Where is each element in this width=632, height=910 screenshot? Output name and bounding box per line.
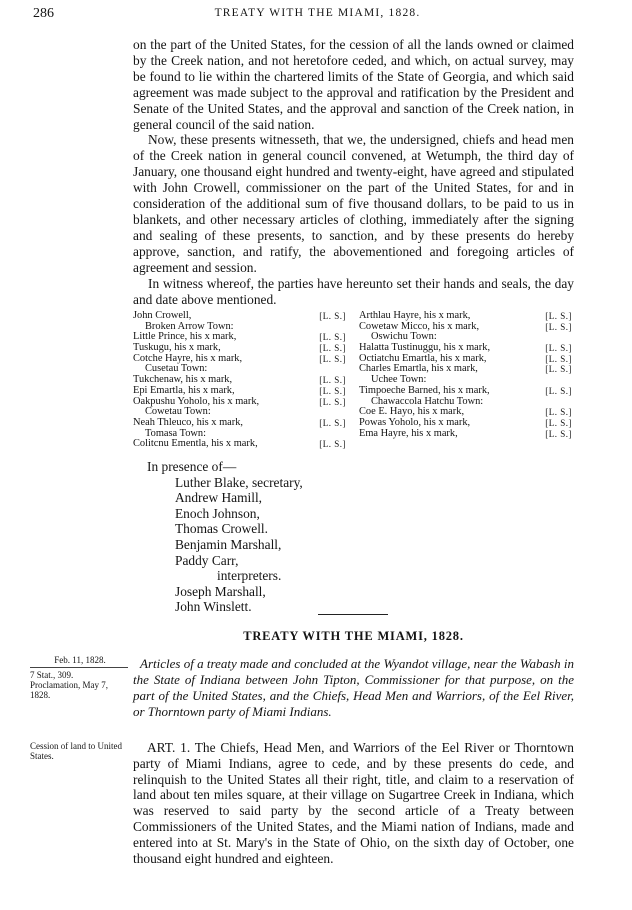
signatory-name: Octiatchu Emartla, his x mark, <box>359 352 487 364</box>
seal-mark: [L. S.] <box>545 428 572 439</box>
margin-note-proclamation: Proclamation, May 7, 1828. <box>30 680 108 700</box>
margin-note-stat <box>30 670 130 700</box>
seal-mark: [L. S.] <box>319 417 346 428</box>
seal-mark: [L. S.] <box>319 311 346 321</box>
witness-name: Joseph Marshall, <box>175 583 266 599</box>
signatory-name: Halatta Tustinuggu, his x mark, <box>359 342 491 354</box>
signatory-row <box>133 439 348 450</box>
page-header <box>33 6 602 24</box>
paragraph-witnesseth: Now, these presents witnesseth, that we, the undersigned, chiefs and head men of the Creek nation in general council convened, at Wetumph, the third day of January, one thousand eight hundred and twenty-eight, have agreed and stipulated with John Crowell, commissioner on the part of the United States, for and in consideration of the additional sum of five thousand dollars, to be paid to us in blankets, and other necessary articles of clothing, immediately after the signing and sealing of these presents, to sanction, and by these presents do hereby approve, sanction, and ratify, the abovementioned and foregoing articles of agreement and session. <box>133 132 574 275</box>
town-name: Tomasa Town: <box>145 427 206 439</box>
signature-column-left <box>133 311 348 450</box>
witness-role: interpreters. <box>217 568 282 584</box>
town-name: Cowetau Town: <box>145 406 211 418</box>
section-divider <box>318 614 388 615</box>
seal-mark: [L. S.] <box>545 353 572 364</box>
seal-mark: [L. S.] <box>319 375 346 386</box>
treaty-preamble <box>133 656 574 720</box>
seal-mark: [L. S.] <box>319 343 346 354</box>
signatory-row <box>359 429 574 440</box>
seal-mark: [L. S.] <box>545 321 572 332</box>
witness-intro: In presence of— <box>147 459 237 474</box>
paragraph-in-witness: In witness whereof, the parties have hereunto set their hands and seals, the day and date above mentioned. <box>133 275 574 307</box>
signatory-name: Timpoeche Barned, his x mark, <box>359 384 490 396</box>
signatory-name: Charles Emartla, his x mark, <box>359 363 478 375</box>
margin-note-date: Feb. 11, 1828. <box>54 655 106 665</box>
signature-column-right <box>359 311 574 439</box>
signatory-name: Colitcnu Ementla, his x mark, <box>133 438 258 450</box>
signatory-name: Little Prince, his x mark, <box>133 331 237 343</box>
town-name: Broken Arrow Town: <box>145 320 234 332</box>
signatory-name: Tuskugu, his x mark, <box>133 342 221 354</box>
body-text <box>133 37 574 307</box>
running-title: TREATY WITH THE MIAMI, 1828. <box>214 7 421 19</box>
seal-mark: [L. S.] <box>319 353 346 364</box>
seal-mark: [L. S.] <box>319 439 346 450</box>
seal-mark: [L. S.] <box>545 364 572 375</box>
town-name: Uchee Town: <box>371 374 427 386</box>
town-name: Cusetau Town: <box>145 363 208 375</box>
signatory-name: Arthlau Hayre, his x mark, <box>359 310 471 321</box>
seal-mark: [L. S.] <box>319 385 346 396</box>
seal-mark: [L. S.] <box>545 417 572 428</box>
witness-block <box>147 459 303 615</box>
seal-mark: [L. S.] <box>545 407 572 418</box>
witness-name: Paddy Carr, <box>175 552 239 568</box>
signatory-name: Tukchenaw, his x mark, <box>133 374 233 386</box>
page-number: 286 <box>33 6 54 21</box>
witness-name: John Winslett. <box>175 599 252 615</box>
witness-name: Benjamin Marshall, <box>175 536 282 552</box>
signatory-name: Powas Yoholo, his x mark, <box>359 416 471 428</box>
margin-note-stat-ref: 7 Stat., 309. <box>30 670 74 680</box>
signatory-name: John Crowell, <box>133 310 192 321</box>
witness-name: Luther Blake, secretary, <box>175 474 303 490</box>
witness-name: Thomas Crowell. <box>175 521 268 537</box>
witness-name: Enoch Johnson, <box>175 505 260 521</box>
signatory-name: Oakpushu Yoholo, his x mark, <box>133 395 260 407</box>
seal-mark: [L. S.] <box>319 396 346 407</box>
section-title: TREATY WITH THE MIAMI, 1828. <box>243 629 464 643</box>
signatory-name: Ema Hayre, his x mark, <box>359 427 458 439</box>
article-1: ART. 1. The Chiefs, Head Men, and Warriors of the Eel River or Thorntown party of Miami Indians, agree to cede, and by these presents do cede, and relinquish to the United States all their right, title, and claim to a reservation of land about ten miles square, at their village on Sugartree Creek in Indiana, which was reserved to said party by the second article of a Treaty between Commissioners of the United States, and the Miami nation of Indians, made and entered into at St. Mary's in the State of Ohio, on the sixth day of October, one thousand eight hundred and eighteen. <box>133 740 574 866</box>
seal-mark: [L. S.] <box>545 385 572 396</box>
signatory-name: Coe E. Hayo, his x mark, <box>359 406 465 418</box>
margin-note-rule <box>30 667 128 668</box>
seal-mark: [L. S.] <box>545 343 572 354</box>
town-name: Chawaccola Hatchu Town: <box>371 395 484 407</box>
signatory-name: Neah Thleuco, his x mark, <box>133 416 244 428</box>
signatory-name: Epi Emartla, his x mark, <box>133 384 235 396</box>
seal-mark: [L. S.] <box>545 311 572 321</box>
signatory-name: Cotche Hayre, his x mark, <box>133 352 243 364</box>
witness-name: Andrew Hamill, <box>175 490 263 506</box>
margin-note-cession: Cession of land to United States. <box>30 741 122 761</box>
preamble-text: Articles of a treaty made and concluded at the Wyandot village, near the Wabash in the State of Indiana between John Tipton, Commissioner for that purpose, on the part of the United States, and the Chiefs, Head Men and Warriors, of the Eel River, or Thorntown party of Miami Indians. <box>133 656 574 719</box>
signatory-name: Cowetaw Micco, his x mark, <box>359 320 480 332</box>
town-name: Oswichu Town: <box>371 331 437 343</box>
seal-mark: [L. S.] <box>319 332 346 343</box>
paragraph-continued: on the part of the United States, for the cession of all the lands owned or claimed by the Creek nation, and not heretofore ceded, and which, on actual survey, may be found to lie within the chartered limits of the State of Georgia, and which said agreement was made subject to the approval and ratification by the President and Senate of the United States, and the approval and sanction of the Creek nation, in general council of the said nation. <box>133 37 574 132</box>
